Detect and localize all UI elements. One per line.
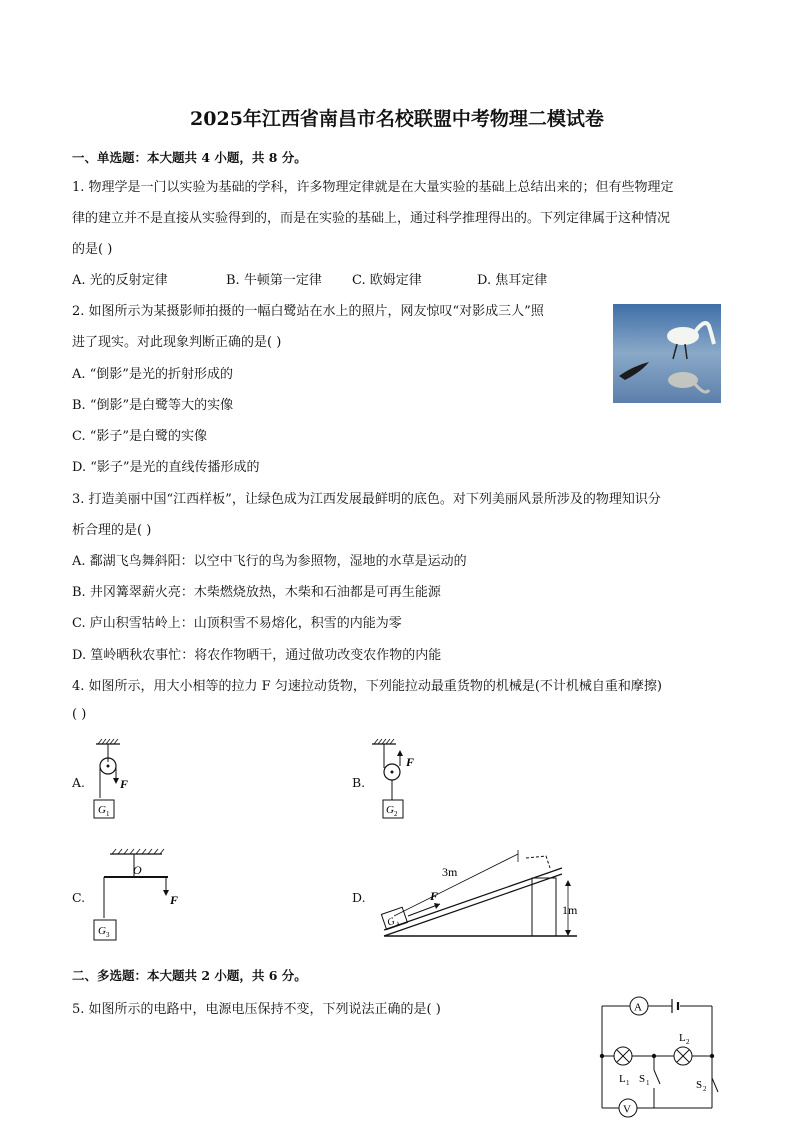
q1-stem-line-2: 律的建立并不是直接从实验得到的，而是在实验的基础上，通过科学推理得出的。下列定律属于这种情况 — [72, 211, 671, 226]
pivot-label: O — [133, 863, 142, 877]
lamp1-label: L — [619, 1073, 626, 1085]
weight-subscript: 4 — [395, 921, 401, 928]
switch1-subscript: 1 — [646, 1079, 650, 1087]
q3-option-a[interactable]: A. 鄱湖飞鸟舞斜阳：以空中飞行的鸟为参照物，湿地的水草是运动的 — [72, 554, 467, 569]
q3-stem-line-2: 析合理的是( ) — [72, 523, 152, 538]
q4-option-d[interactable]: D. — [352, 890, 366, 905]
q2-stem-line-2: 进了现实。对此现象判断正确的是( ) — [72, 335, 282, 350]
q2-option-c[interactable]: C. “影子”是白鹭的实像 — [72, 429, 208, 444]
q2-stem-line-1: 2. 如图所示为某摄影师拍摄的一幅白鹭站在水上的照片，网友惊叹“对影成三人”照 — [72, 304, 544, 319]
lamp-l2 — [674, 1047, 692, 1065]
switch2-subscript: 2 — [703, 1085, 707, 1093]
q1-stem-line-3: 的是( ) — [72, 242, 113, 257]
weight-subscript: 2 — [394, 810, 398, 818]
q2-option-a[interactable]: A. “倒影”是光的折射形成的 — [72, 367, 233, 382]
weight-label: G — [98, 804, 106, 816]
q4-stem-line-1: 4. 如图所示，用大小相等的拉力 F 匀速拉动货物，下列能拉动最重货物的机械是(不计机械自重和摩擦) — [72, 679, 662, 694]
q4-option-a[interactable]: A. — [72, 775, 86, 790]
inclined-plane-figure — [372, 846, 582, 946]
q4-option-c[interactable]: C. — [72, 890, 86, 905]
lamp1-subscript: 1 — [626, 1079, 630, 1087]
switch2-label: S — [696, 1079, 703, 1091]
q1-option-a[interactable]: A. 光的反射定律 — [72, 273, 168, 288]
q1-option-b[interactable]: B. 牛顿第一定律 — [226, 273, 322, 288]
q1-stem-line-1: 1. 物理学是一门以实验为基础的学科，许多物理定律就是在大量实验的基础上总结出来的；但有些物理定 — [72, 180, 674, 195]
voltmeter-label: V — [623, 1103, 631, 1116]
ammeter-label: A — [634, 1001, 642, 1014]
q3-stem-line-1: 3. 打造美丽中国“江西样板”，让绿色成为江西发展最鲜明的底色。对下列美丽风景所涉及的物理知识分 — [72, 492, 661, 507]
height-label: 1m — [562, 903, 578, 917]
weight-label: G — [98, 925, 106, 937]
section-heading-multiple-choice: 二、多选题：本大题共 2 小题，共 6 分。 — [72, 968, 307, 983]
force-label: F — [430, 889, 439, 903]
q4-stem-line-2: ( ) — [72, 707, 87, 722]
q2-option-b[interactable]: B. “倒影”是白鹭等大的实像 — [72, 398, 234, 413]
circuit-diagram — [592, 994, 722, 1120]
force-label: F — [120, 777, 129, 791]
switch1-label: S — [639, 1073, 646, 1085]
force-label: F — [406, 755, 415, 769]
lamp2-label: L — [679, 1032, 686, 1044]
q4-option-b[interactable]: B. — [352, 775, 366, 790]
q1-option-d[interactable]: D. 焦耳定律 — [477, 273, 548, 288]
egret-photo — [613, 304, 721, 403]
pulley-fixed-figure — [90, 738, 150, 823]
q2-option-d[interactable]: D. “影子”是光的直线传播形成的 — [72, 460, 260, 475]
lamp-l1 — [614, 1047, 632, 1065]
q1-option-c[interactable]: C. 欧姆定律 — [352, 273, 422, 288]
section-heading-single-choice: 一、单选题：本大题共 4 小题，共 8 分。 — [72, 150, 307, 165]
q3-option-c[interactable]: C. 庐山积雪牯岭上：山顶积雪不易熔化，积雪的内能为零 — [72, 616, 402, 631]
weight-subscript: 1 — [106, 810, 110, 818]
pulley-movable-figure — [370, 738, 430, 823]
force-label: F — [170, 893, 179, 907]
page-title: 2025年江西省南昌市名校联盟中考物理二模试卷 — [190, 108, 604, 130]
weight-label: G — [386, 804, 394, 816]
slope-length-label: 3m — [442, 865, 458, 879]
q5-stem: 5. 如图所示的电路中，电源电压保持不变，下列说法正确的是( ) — [72, 1002, 441, 1017]
lamp2-subscript: 2 — [686, 1038, 690, 1046]
weight-subscript: 3 — [106, 931, 110, 939]
q3-option-d[interactable]: D. 篁岭晒秋农事忙：将农作物晒干，通过做功改变农作物的内能 — [72, 648, 442, 663]
lever-figure — [90, 848, 190, 943]
weight-label: G — [385, 915, 397, 929]
q3-option-b[interactable]: B. 井冈篝翠薪火亮：木柴燃烧放热，木柴和石油都是可再生能源 — [72, 585, 441, 600]
